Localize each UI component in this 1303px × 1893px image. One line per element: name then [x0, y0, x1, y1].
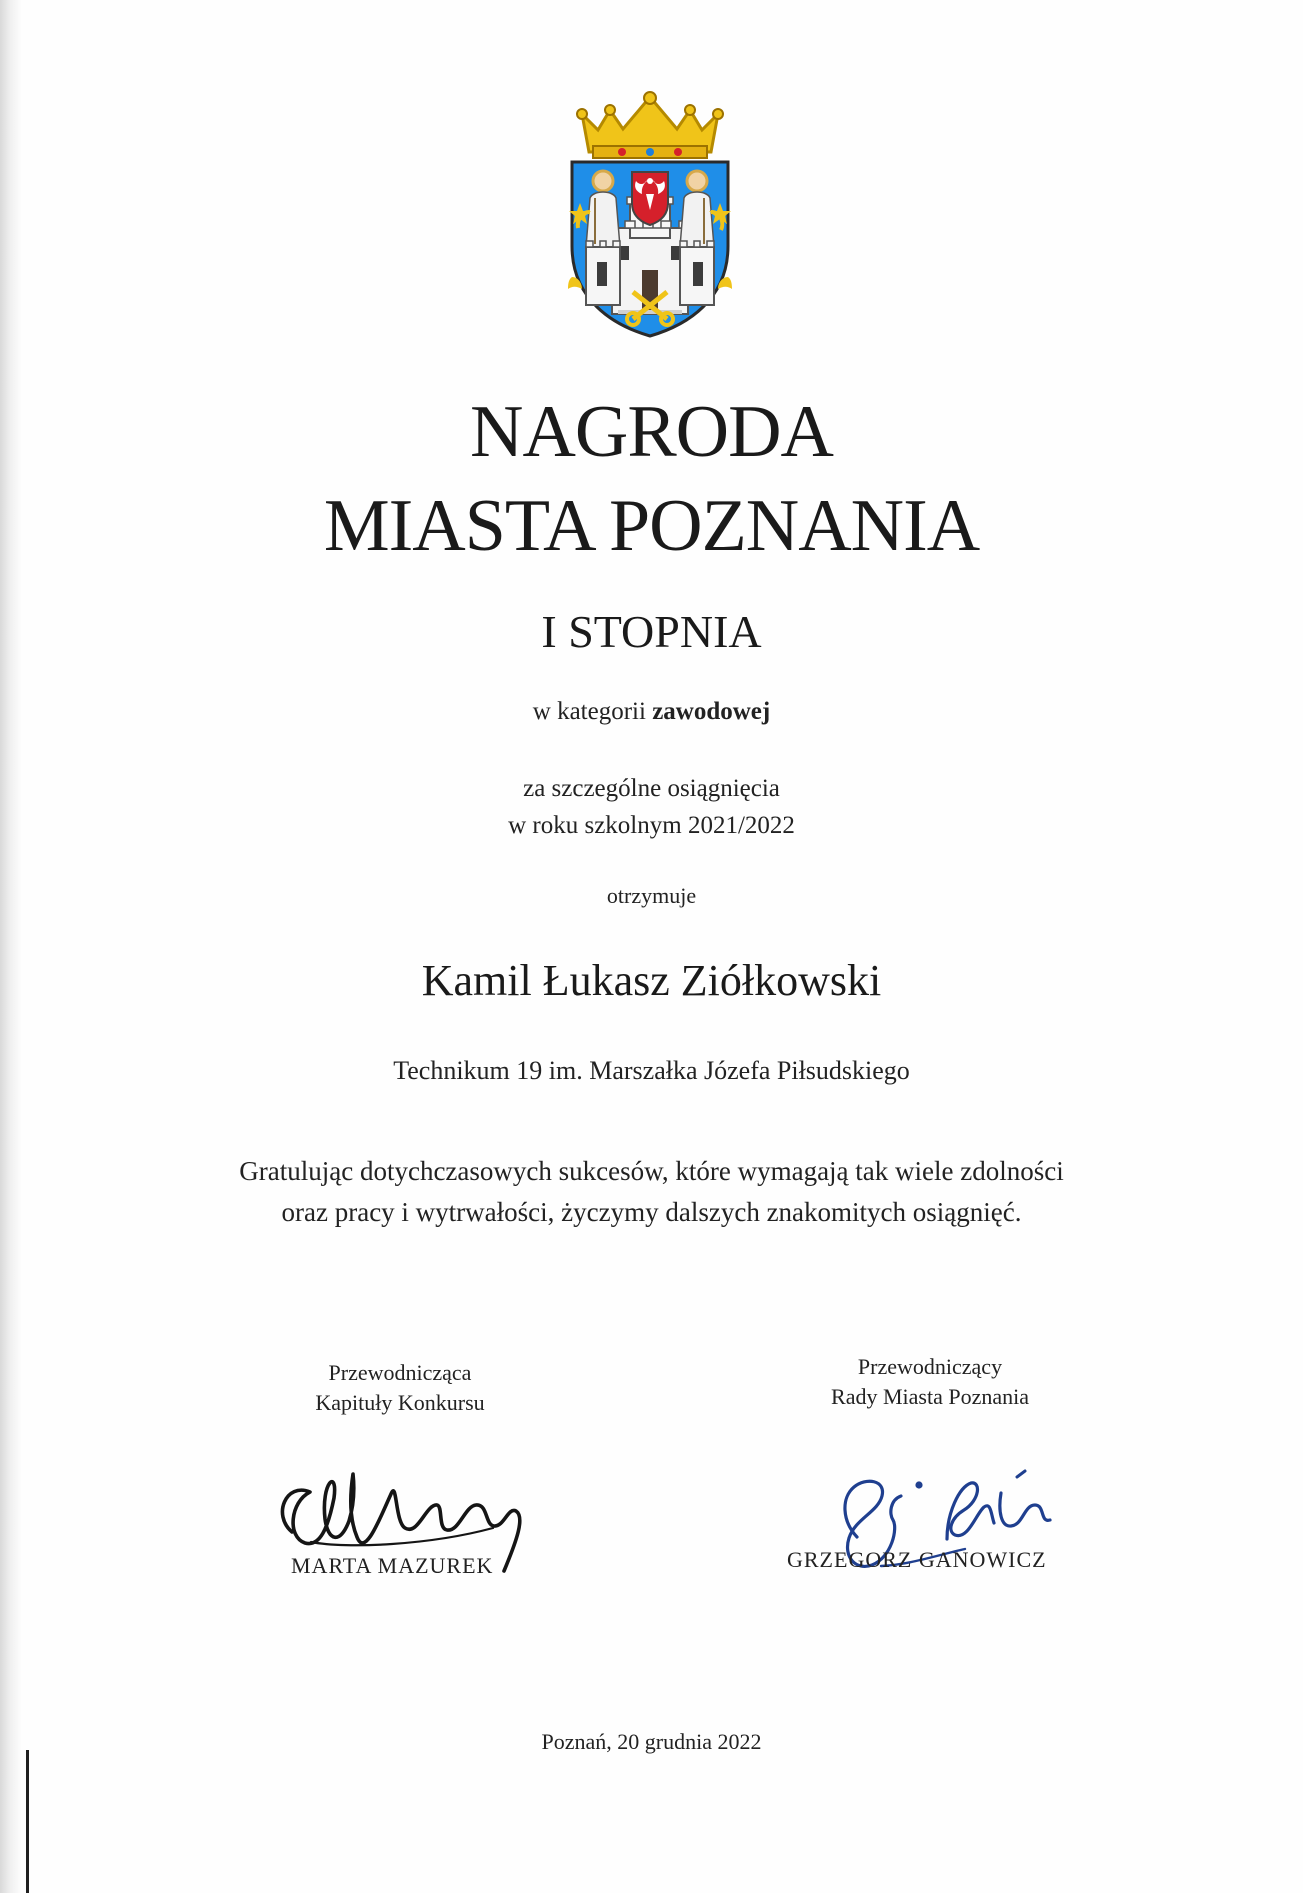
right-role-line1: Przewodniczący [857, 1354, 1003, 1379]
left-signatory-role [260, 1358, 540, 1418]
award-category [0, 696, 1303, 728]
award-title-line2: MIASTA POZNANIA [323, 485, 980, 567]
category-value: zawodowej [652, 698, 771, 725]
left-signatory-name: MARTA MAZUREK [291, 1553, 494, 1578]
right-role-line2: Rady Miasta Poznania [831, 1384, 1029, 1409]
award-title-line1: NAGRODA [470, 391, 833, 473]
congratulations-line1: Gratulując dotychczasowych sukcesów, które wymagają tak wiele zdolności [239, 1156, 1064, 1186]
category-prefix: w kategorii [532, 698, 646, 725]
right-signatory-name: GRZEGORZ GANOWICZ [787, 1547, 1047, 1572]
award-degree: I STOPNIA [541, 606, 762, 657]
award-reason-line2: w roku szkolnym 2021/2022 [508, 812, 795, 839]
crown-icon [577, 92, 723, 158]
recipient-name: Kamil Łukasz Ziółkowski [421, 956, 882, 1005]
place-and-date: Poznań, 20 grudnia 2022 [541, 1729, 762, 1754]
award-reason-line1: za szczególne osiągnięcia [523, 775, 780, 802]
congratulations-line2: oraz pracy i wytrwałości, życzymy dalszych znakomitych osiągnięć. [281, 1197, 1022, 1227]
receives-text: otrzymuje [606, 883, 697, 908]
right-signatory-role [780, 1352, 1080, 1412]
poznan-coat-of-arms-icon [560, 90, 740, 340]
left-role-line1: Przewodnicząca [328, 1360, 472, 1385]
page-edge-shadow [0, 0, 22, 1893]
left-role-line2: Kapituły Konkursu [315, 1390, 485, 1415]
school-name: Technikum 19 im. Marszałka Józefa Piłsudskiego [393, 1056, 910, 1085]
page-edge-line [26, 1750, 29, 1893]
